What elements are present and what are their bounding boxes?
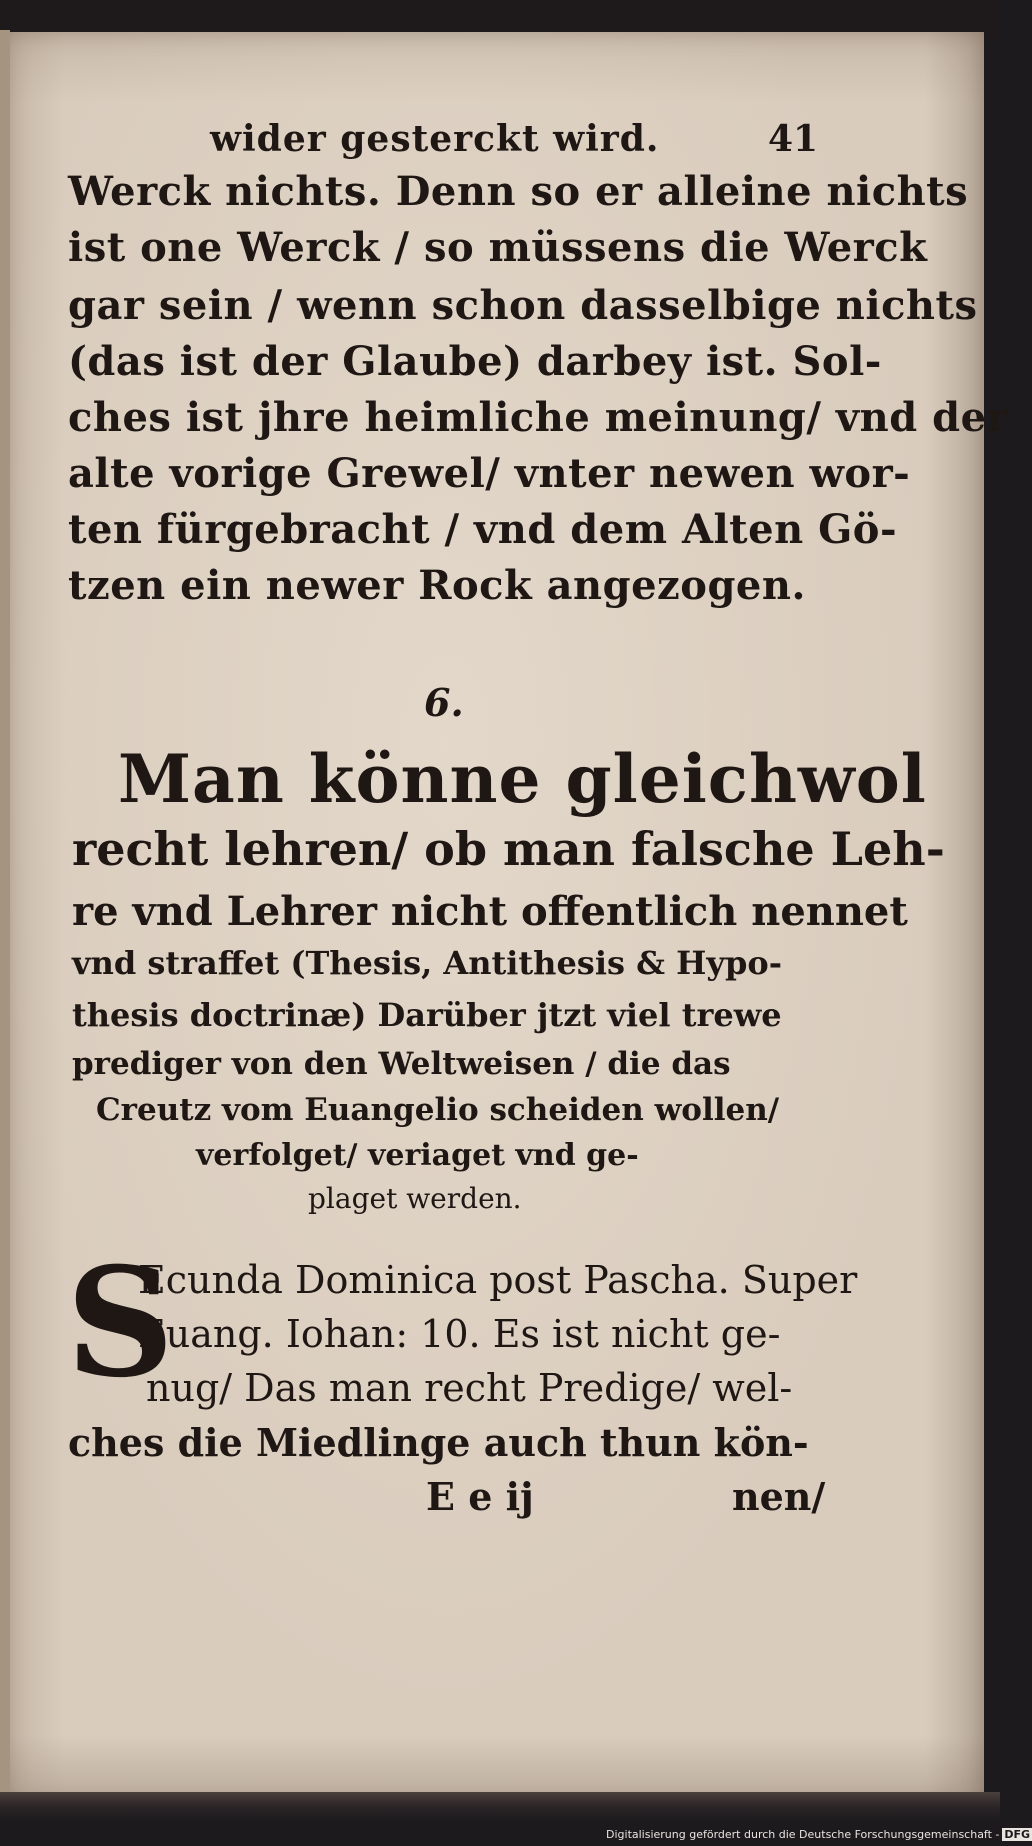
page-left-edge (0, 30, 10, 1810)
body-line: Werck nichts. Denn so er alleine nichts (68, 168, 969, 215)
heading-line: vnd straffet (Thesis, Antithesis & Hypo- (72, 944, 782, 982)
paragraph-line: Euang. Iohan: 10. Es ist nicht ge- (138, 1312, 781, 1356)
heading-line: re vnd Lehrer nicht offentlich nennet (72, 888, 908, 935)
heading-line: thesis doctrinæ) Darüber jtzt viel trewe (72, 996, 782, 1034)
section-number: 6. (424, 680, 464, 725)
credit-text: Digitalisierung gefördert durch die Deutsche Forschungsgemeinschaft - (606, 1828, 1000, 1841)
paragraph-line: ches die Miedlinge auch thun kön- (68, 1420, 809, 1465)
digitization-credit (606, 1828, 1032, 1841)
section-heading: Man könne gleichwol (118, 740, 927, 818)
heading-line: Creutz vom Euangelio scheiden wollen/ (96, 1092, 780, 1128)
heading-line: recht lehren/ ob man falsche Leh- (72, 822, 945, 876)
dfg-logo: DFG (1004, 1828, 1031, 1841)
body-line: (das ist der Glaube) darbey ist. Sol- (68, 338, 882, 385)
scan-bottom-border (0, 1792, 1000, 1822)
heading-line: verfolget/ veriaget vnd ge- (196, 1138, 639, 1173)
body-line: ist one Werck / so müssens die Werck (68, 224, 928, 271)
body-line: ches ist jhre heimliche meinung/ vnd der (68, 394, 1009, 441)
body-line: gar sein / wenn schon dasselbige nichts (68, 282, 978, 329)
catchword: nen/ (732, 1474, 826, 1519)
paragraph-line: nug/ Das man recht Predige/ wel- (146, 1366, 793, 1410)
page-number: 41 (768, 118, 819, 160)
paragraph-line: Ecunda Dominica post Pascha. Super (138, 1258, 858, 1302)
drop-cap: S (66, 1235, 175, 1411)
body-line: ten fürgebracht / vnd dem Alten Gö- (68, 506, 898, 553)
body-line: tzen ein newer Rock angezogen. (68, 562, 806, 609)
heading-line: prediger von den Weltweisen / die das (72, 1046, 731, 1082)
running-head: wider gesterckt wird. (210, 118, 660, 160)
heading-line: plaget werden. (308, 1182, 522, 1215)
body-line: alte vorige Grewel/ vnter newen wor- (68, 450, 911, 497)
signature-mark: E e ij (426, 1474, 534, 1519)
